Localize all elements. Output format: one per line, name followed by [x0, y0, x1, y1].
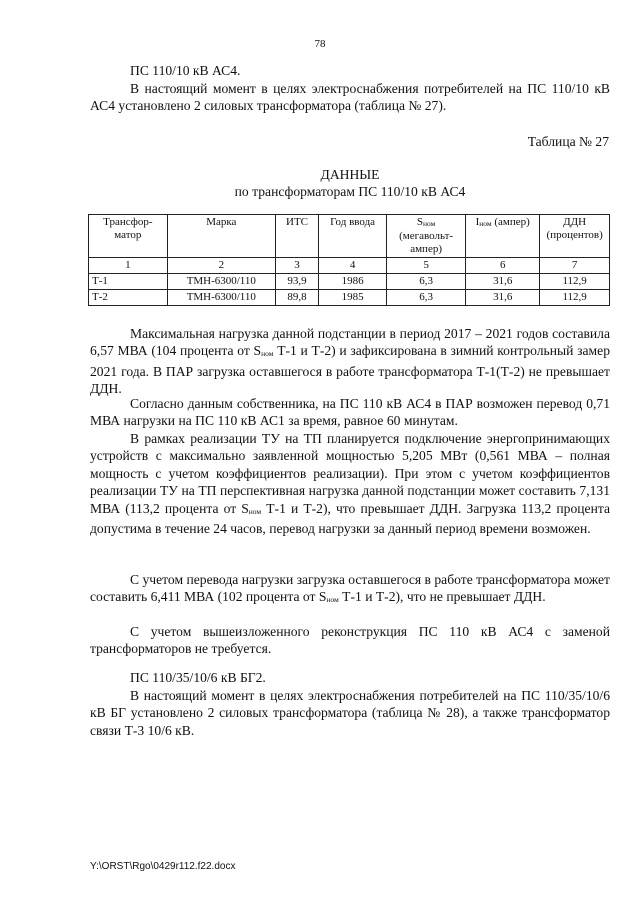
- cell-s-nom: 6,3: [387, 290, 466, 306]
- page-number: 78: [314, 38, 326, 50]
- paragraph-load-transfer: Согласно данным собственника, на ПС 110 кВ АС4 в ПАР возможен перевод 0,71 МВА нагрузки на ПС 110 кВ АС1 за время, равное 60 минутам.: [90, 396, 610, 429]
- cell-year: 1985: [319, 290, 387, 306]
- column-number: 1: [89, 258, 168, 274]
- table-subtitle: по трансформаторам ПС 110/10 кВ АС4: [234, 184, 466, 199]
- cell-i-nom: 31,6: [466, 290, 540, 306]
- column-number: 7: [540, 258, 610, 274]
- intro-paragraph: В настоящий момент в целях электроснабжения потребителей на ПС 110/10 кВ АС4 установлено 2 силовых трансформатора (таблица № 27).: [90, 81, 610, 114]
- column-number: 5: [387, 258, 466, 274]
- header-i-nom: Iном (ампер): [466, 215, 540, 258]
- column-number: 4: [319, 258, 387, 274]
- header-ddn: ДДН (процентов): [540, 215, 610, 258]
- cell-its: 89,8: [275, 290, 318, 306]
- paragraph-tu-implementation: В рамках реализации ТУ на ТП планируется подключение энергопринимающих устройств с максимально заявленной мощностью 5,205 МВт (0,561 МВА – полная мощность с учетом коэффициентов реализации). При этом с учетом коэффициентов реализации ТУ на ТП перспективная нагрузка данной подстанции может составить 7,131 МВА (113,2 процента от Sном Т-1 и Т-2), что превышает ДДН. Загрузка 113,2 процента допустима в течение 24 часов, перевод нагрузки за данный период времени возможен.: [90, 431, 610, 537]
- header-its: ИТС: [275, 215, 318, 258]
- footer-file-path: Y:\ORST\Rgo\0429r112.f22.docx: [90, 861, 236, 872]
- table-header-row: [89, 215, 610, 258]
- header-year: Год ввода: [319, 215, 387, 258]
- cell-s-nom: 6,3: [387, 274, 466, 290]
- paragraph-conclusion: С учетом вышеизложенного реконструкция ПС 110 кВ АС4 с заменой трансформаторов не требуется.: [90, 624, 610, 657]
- paragraph-max-load: Максимальная нагрузка данной подстанции в период 2017 – 2021 годов составила 6,57 МВА (104 процента от Sном Т-1 и Т-2) и зафиксирована в зимний контрольный замер 2021 года. В ПАР загрузка оставшегося в работе трансформатора Т-1(Т-2) не превышает ДДН.: [90, 326, 610, 397]
- header-s-nom: Sном (мегавольт-ампер): [387, 215, 466, 258]
- cell-transformer: Т-1: [89, 274, 168, 290]
- cell-brand: ТМН-6300/110: [167, 290, 275, 306]
- table-row: [89, 274, 610, 290]
- section2-paragraph: В настоящий момент в целях электроснабжения потребителей на ПС 110/35/10/6 кВ БГ установлено 2 силовых трансформатора (таблица № 28), а также трансформатор связи Т-3 10/6 кВ.: [90, 688, 610, 738]
- cell-i-nom: 31,6: [466, 274, 540, 290]
- column-number: 2: [167, 258, 275, 274]
- table-numbering-row: [89, 258, 610, 274]
- section2-heading: ПС 110/35/10/6 кВ БГ2.: [130, 670, 266, 685]
- cell-ddn: 112,9: [540, 274, 610, 290]
- paragraph-after-transfer: С учетом перевода нагрузки загрузка оставшегося в работе трансформатора может составить 6,411 МВА (102 процента от Sном Т-1 и Т-2), что не превышает ДДН.: [90, 572, 610, 605]
- cell-transformer: Т-2: [89, 290, 168, 306]
- table-label: Таблица № 27: [527, 134, 609, 149]
- column-number: 3: [275, 258, 318, 274]
- header-brand: Марка: [167, 215, 275, 258]
- intro-heading: ПС 110/10 кВ АС4.: [130, 63, 241, 78]
- column-number: 6: [466, 258, 540, 274]
- table-row: [89, 290, 610, 306]
- transformer-table: [88, 214, 610, 306]
- cell-its: 93,9: [275, 274, 318, 290]
- cell-ddn: 112,9: [540, 290, 610, 306]
- cell-brand: ТМН-6300/110: [167, 274, 275, 290]
- header-transformer: Трансфор-матор: [89, 215, 168, 258]
- table-title: ДАННЫЕ: [320, 167, 380, 182]
- cell-year: 1986: [319, 274, 387, 290]
